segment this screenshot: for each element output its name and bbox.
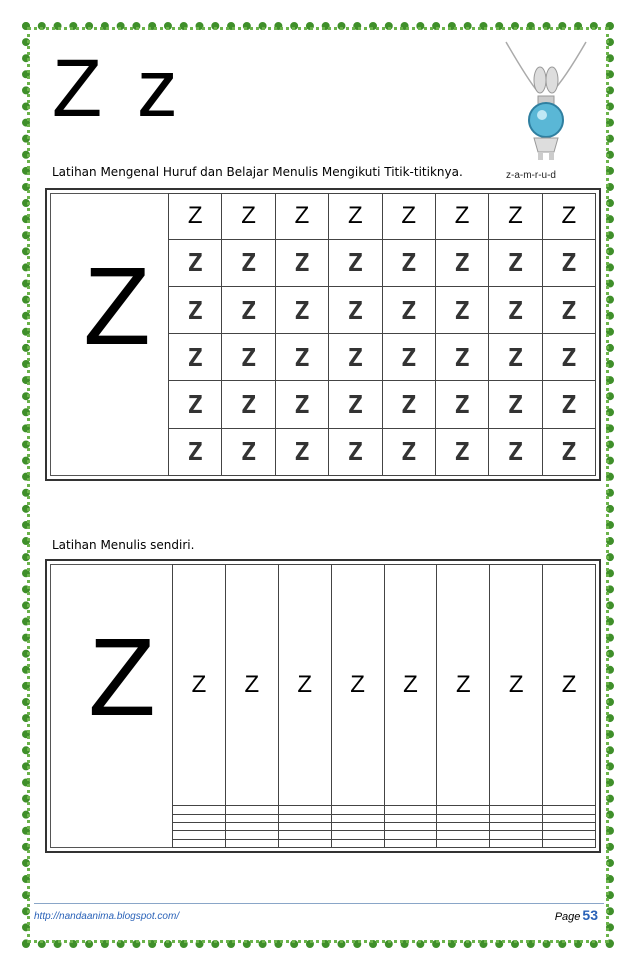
dotted-letter-cell[interactable] [435, 239, 488, 286]
dotted-letter: Z [347, 295, 363, 325]
blank-writing-cell[interactable] [543, 831, 596, 839]
blank-writing-cell[interactable] [331, 806, 384, 814]
dotted-letter-cell[interactable] [169, 428, 222, 475]
dotted-letter-cell[interactable] [542, 286, 595, 333]
section1-heading: Latihan Mengenal Huruf dan Belajar Menulis Mengikuti Titik-titiknya. [52, 165, 463, 179]
blank-writing-cell[interactable] [543, 806, 596, 814]
blank-writing-cell[interactable] [437, 806, 490, 814]
dotted-letter-cell[interactable] [489, 239, 542, 286]
blank-writing-cell[interactable] [384, 806, 437, 814]
blank-writing-cell[interactable] [490, 823, 543, 831]
dotted-letter: Z [294, 342, 310, 372]
blank-writing-cell[interactable] [543, 814, 596, 822]
dotted-letter: Z [294, 390, 310, 420]
blank-writing-cell[interactable] [225, 814, 278, 822]
dotted-letter: Z [401, 295, 417, 325]
blank-writing-cell[interactable] [278, 806, 331, 814]
header-letter: Z [275, 194, 328, 240]
dotted-letter: Z [241, 295, 257, 325]
dotted-letter-cell[interactable] [382, 334, 435, 381]
dotted-letter-cell[interactable] [542, 428, 595, 475]
dotted-letter: Z [187, 437, 203, 467]
writing-row [173, 823, 596, 831]
dotted-letter: Z [561, 390, 577, 420]
header-letter: Z [329, 194, 382, 240]
blank-writing-cell[interactable] [490, 839, 543, 847]
blank-writing-cell[interactable] [225, 823, 278, 831]
dotted-letter: Z [561, 295, 577, 325]
dotted-letter-cell[interactable] [435, 334, 488, 381]
blank-writing-cell[interactable] [173, 823, 226, 831]
dotted-letter-cell[interactable] [435, 428, 488, 475]
header-letter: Z [382, 194, 435, 240]
footer-divider [34, 903, 604, 904]
dotted-letter: Z [454, 342, 470, 372]
page-number [555, 907, 598, 923]
dotted-letter: Z [454, 295, 470, 325]
header-letter: Z [490, 565, 543, 806]
blank-writing-cell[interactable] [225, 839, 278, 847]
dotted-letter-cell[interactable] [169, 381, 222, 428]
tracing-row [169, 239, 596, 286]
dotted-letter-cell[interactable] [329, 334, 382, 381]
header-letter: Z [437, 565, 490, 806]
blank-writing-cell[interactable] [384, 823, 437, 831]
dotted-letter-cell[interactable] [222, 428, 275, 475]
blank-writing-cell[interactable] [384, 831, 437, 839]
blank-writing-cell[interactable] [278, 839, 331, 847]
blank-writing-cell[interactable] [278, 814, 331, 822]
writing-row [173, 814, 596, 822]
header-letter: Z [489, 194, 542, 240]
dotted-letter-cell[interactable] [489, 334, 542, 381]
blank-writing-cell[interactable] [437, 823, 490, 831]
dotted-letter: Z [294, 295, 310, 325]
dotted-letter-cell[interactable] [382, 428, 435, 475]
pendant-image [498, 40, 590, 170]
dotted-letter: Z [294, 248, 310, 278]
pendant-caption: z-a-m-r-u-d [506, 170, 556, 181]
dotted-letter: Z [454, 437, 470, 467]
footer-link[interactable]: http://nandaanima.blogspot.com/ [34, 911, 180, 922]
dotted-letter: Z [401, 342, 417, 372]
writing-big-letter: Z [88, 616, 156, 739]
header-letter: Z [169, 194, 222, 240]
header-row [169, 194, 596, 240]
dotted-letter: Z [347, 248, 363, 278]
dotted-letter-cell[interactable] [382, 381, 435, 428]
dotted-letter: Z [241, 390, 257, 420]
tracing-row [169, 428, 596, 475]
dotted-letter: Z [454, 390, 470, 420]
blank-writing-cell[interactable] [331, 839, 384, 847]
tracing-row [169, 381, 596, 428]
header-letter: Z [278, 565, 331, 806]
writing-row [173, 806, 596, 814]
tracing-grid [168, 193, 596, 476]
dotted-letter-cell[interactable] [222, 381, 275, 428]
header-letter: Z [173, 565, 226, 806]
dotted-letter-cell[interactable] [169, 286, 222, 333]
page-number-value: 53 [582, 907, 598, 923]
writing-grid [172, 564, 596, 848]
blank-writing-cell[interactable] [543, 839, 596, 847]
blank-writing-cell[interactable] [173, 814, 226, 822]
dotted-letter: Z [187, 248, 203, 278]
blank-writing-cell[interactable] [490, 831, 543, 839]
dotted-letter: Z [454, 248, 470, 278]
dotted-letter: Z [507, 390, 523, 420]
dotted-letter-cell[interactable] [222, 239, 275, 286]
dotted-letter: Z [347, 390, 363, 420]
blank-writing-cell[interactable] [173, 806, 226, 814]
dotted-letter: Z [187, 342, 203, 372]
dotted-letter-cell[interactable] [489, 428, 542, 475]
dotted-letter: Z [561, 248, 577, 278]
dotted-letter-cell[interactable] [169, 334, 222, 381]
dotted-letter-cell[interactable] [542, 239, 595, 286]
dotted-letter-cell[interactable] [435, 381, 488, 428]
page-title: Z z [52, 43, 184, 134]
header-letter: Z [543, 565, 596, 806]
dotted-letter-cell[interactable] [275, 334, 328, 381]
dotted-letter: Z [187, 390, 203, 420]
blank-writing-cell[interactable] [384, 839, 437, 847]
dotted-letter-cell[interactable] [329, 428, 382, 475]
dotted-letter-cell[interactable] [275, 286, 328, 333]
writing-table [45, 559, 601, 853]
blank-writing-cell[interactable] [331, 823, 384, 831]
dotted-letter-cell[interactable] [275, 239, 328, 286]
header-letter: Z [435, 194, 488, 240]
blank-writing-cell[interactable] [490, 806, 543, 814]
blank-writing-cell[interactable] [331, 814, 384, 822]
tracing-big-letter: Z [83, 245, 151, 368]
dotted-letter: Z [507, 248, 523, 278]
dotted-letter: Z [347, 342, 363, 372]
dotted-letter: Z [561, 342, 577, 372]
dotted-letter: Z [187, 295, 203, 325]
dotted-letter: Z [347, 437, 363, 467]
dotted-letter: Z [507, 437, 523, 467]
blank-writing-cell[interactable] [225, 806, 278, 814]
header-letter: Z [225, 565, 278, 806]
dotted-letter: Z [241, 437, 257, 467]
dotted-letter-cell[interactable] [435, 286, 488, 333]
blank-writing-cell[interactable] [225, 831, 278, 839]
dotted-letter-cell[interactable] [169, 239, 222, 286]
writing-row [173, 831, 596, 839]
dotted-letter: Z [401, 437, 417, 467]
dotted-letter-cell[interactable] [222, 334, 275, 381]
dotted-letter: Z [241, 248, 257, 278]
dotted-letter-cell[interactable] [489, 381, 542, 428]
page-label: Page [554, 911, 581, 923]
section2-heading: Latihan Menulis sendiri. [52, 538, 195, 552]
blank-writing-cell[interactable] [331, 831, 384, 839]
dotted-letter-cell[interactable] [275, 428, 328, 475]
dotted-letter-cell[interactable] [489, 286, 542, 333]
blank-writing-cell[interactable] [543, 823, 596, 831]
blank-writing-cell[interactable] [437, 839, 490, 847]
dotted-letter-cell[interactable] [382, 239, 435, 286]
dotted-letter: Z [294, 437, 310, 467]
blank-writing-cell[interactable] [437, 814, 490, 822]
dotted-letter: Z [401, 248, 417, 278]
dotted-letter-cell[interactable] [542, 334, 595, 381]
tracing-table [45, 188, 601, 481]
dotted-letter-cell[interactable] [329, 239, 382, 286]
dotted-letter-cell[interactable] [329, 381, 382, 428]
header-row [173, 565, 596, 806]
dotted-letter-cell[interactable] [542, 381, 595, 428]
header-letter: Z [384, 565, 437, 806]
dotted-letter-cell[interactable] [275, 381, 328, 428]
blank-writing-cell[interactable] [490, 814, 543, 822]
header-letter: Z [331, 565, 384, 806]
dotted-letter-cell[interactable] [329, 286, 382, 333]
dotted-letter: Z [507, 342, 523, 372]
writing-row [173, 839, 596, 847]
blank-writing-cell[interactable] [437, 831, 490, 839]
blank-writing-cell[interactable] [173, 831, 226, 839]
header-letter: Z [542, 194, 595, 240]
tracing-row [169, 334, 596, 381]
dotted-letter: Z [241, 342, 257, 372]
blank-writing-cell[interactable] [173, 839, 226, 847]
header-letter: Z [222, 194, 275, 240]
blank-writing-cell[interactable] [384, 814, 437, 822]
dotted-letter-cell[interactable] [382, 286, 435, 333]
dotted-letter-cell[interactable] [222, 286, 275, 333]
tracing-row [169, 286, 596, 333]
blank-writing-cell[interactable] [278, 831, 331, 839]
blank-writing-cell[interactable] [278, 823, 331, 831]
dotted-letter: Z [561, 437, 577, 467]
dotted-letter: Z [401, 390, 417, 420]
dotted-letter: Z [507, 295, 523, 325]
